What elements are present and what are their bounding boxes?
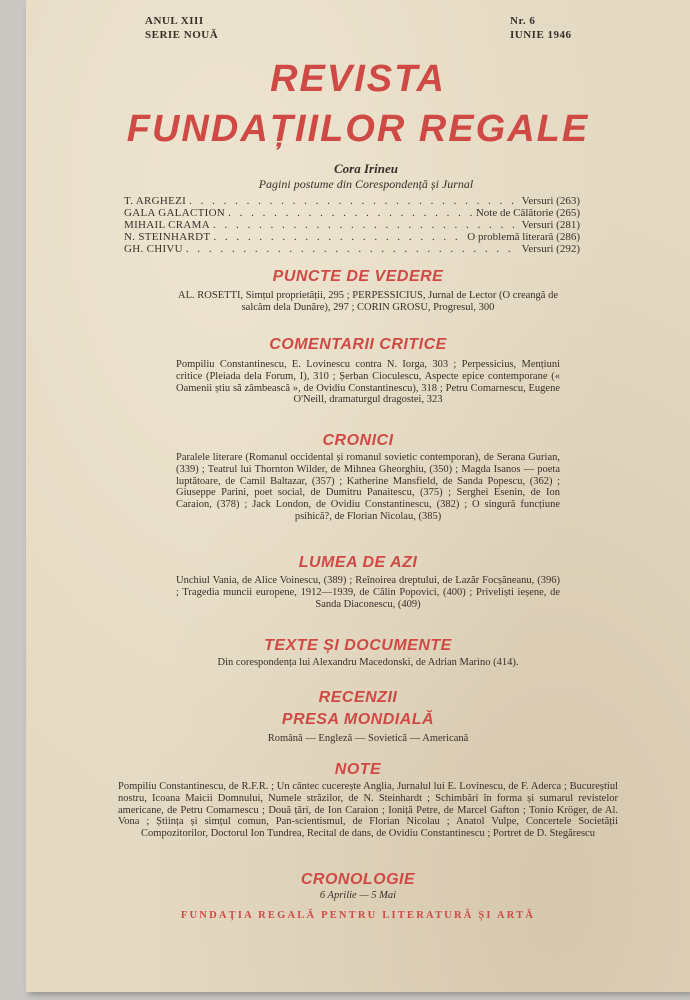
toc-author: GH. CHIVU	[124, 243, 183, 255]
cronologie-dates: 6 Aprilie — 5 Mai	[319, 890, 397, 901]
series-label: SERIE NOUĂ	[145, 29, 219, 41]
section-heading-texte-si-documente: TEXTE ȘI DOCUMENTE	[264, 637, 452, 654]
toc-author: N. STEINHARDT	[124, 231, 211, 243]
toc-leader-dots	[189, 195, 519, 207]
section-heading-note: NOTE	[334, 761, 382, 778]
toc-title: Versuri (292)	[521, 243, 580, 255]
toc-title: O problemă literară (286)	[467, 231, 580, 243]
toc-title: Versuri (263)	[521, 195, 580, 207]
volume-year: ANUL XIII	[145, 15, 204, 27]
magazine-title-line2: FUNDAȚIILOR REGALE	[126, 108, 590, 150]
toc-author: T. ARGHEZI	[124, 195, 187, 207]
section-body-texte-si-documente: Din corespondența lui Alexandru Macedonski, de Adrian Marino (414).	[217, 657, 519, 668]
section-heading-recenzii: RECENZII	[318, 689, 398, 706]
table-of-contents	[124, 195, 580, 255]
issue-number: Nr. 6	[510, 15, 536, 27]
section-heading-cronici: CRONICI	[322, 432, 394, 449]
section-body-note: Pompiliu Constantinescu, de R.F.R. ; Un cântec cucerește Anglia, Jurnalul lui E. Lovinescu, de F. Aderca ; Bucureștiul nostru, Icoana Maicii Domnului, Numele străzilor, de N. Steinhardt ; Schimbări în forma și sumarul revistelor americane, de Petru Comarnescu ; Două țări, de Ion Caraion ; Ioniță Petre, de Marcel Gafton ; Tonio Kröger, de Al. Vona ; Știința și simțul comun, Pan-scientismul, de Florian Nicolau ; Anatol Vulpe, Concertele Societății Compozitorilor, Doctorul Ion Tundrea, Recital de dans, de Ovidiu Constantinescu ; Portret de D. Stegărescu	[118, 781, 618, 840]
toc-leader-dots	[213, 231, 464, 243]
section-body-cronici: Paralele literare (Romanul occidental și romanul sovietic contemporan), de Serana Gurian, (339) ; Teatrul lui Thornton Wilder, de Mihnea Gheorghiu, (350) ; Magda Isanos — poeta luptătoare, de Camil Baltazar, (357) ; Katherine Mansfield, de Sanda Popescu, (362) ; Giuseppe Parini, poet social, de Dumitru Panaitescu, (375) ; Serghei Esenin, de Ion Caraion, (378) ; Jack London, de Ovidiu Constantinescu, (382) ; O singură funcțiune psihică?, de Florian Nicolau, (385)	[176, 452, 560, 522]
toc-title: Versuri (281)	[521, 219, 580, 231]
volume-info	[145, 14, 218, 42]
issue-date: IUNIE 1946	[510, 29, 572, 41]
lead-article-author: Cora Irineu	[334, 161, 398, 176]
section-heading-cronologie: CRONOLOGIE	[300, 871, 416, 888]
magazine-cover	[26, 0, 690, 992]
section-heading-comentarii-critice: COMENTARII CRITICE	[269, 336, 447, 353]
issue-info	[510, 14, 572, 42]
toc-entry	[124, 243, 580, 255]
section-heading-puncte-de-vedere: PUNCTE DE VEDERE	[272, 268, 444, 285]
toc-entry	[124, 195, 580, 207]
toc-leader-dots	[186, 243, 519, 255]
section-body-comentarii-critice: Pompiliu Constantinescu, E. Lovinescu contra N. Iorga, 303 ; Perpessicius, Mențiuni critice (Pleiada dela Forum, I), 310 ; Șerban Cioculescu, Aspecte epice contemporane (« Oamenii știu să zâmbească », de Ovidiu Constantinescu), 318 ; Petru Comarnescu, Eugene O'Neill, dramaturgul dragostei, 323	[176, 359, 560, 406]
section-body-lumea-de-azi: Unchiul Vania, de Alice Voinescu, (389) ; Reînoirea dreptului, de Lazăr Focșăneanu, (396) ; Tragedia muncii europene, 1912—1939, de Călin Popovici, (400) ; Priveliști ieșene, de Sanda Diaconescu, (409)	[176, 575, 560, 610]
section-heading-lumea-de-azi: LUMEA DE AZI	[298, 554, 418, 571]
section-body-puncte-de-vedere: AL. ROSETTI, Simțul proprietății, 295 ; PERPESSICIUS, Jurnal de Lector (O creangă de salcâm dela Dunăre), 297 ; CORIN GROSU, Progresul, 300	[178, 290, 558, 313]
toc-author: GALA GALACTION	[124, 207, 226, 219]
section-heading-presa-mondiala: PRESA MONDIALĂ	[281, 711, 435, 728]
section-body-presa-mondiala: Română — Engleză — Sovietică — Americană	[267, 733, 469, 744]
toc-leader-dots	[213, 219, 519, 231]
toc-leader-dots	[228, 207, 473, 219]
toc-entry	[124, 219, 580, 231]
toc-author: MIHAIL CRAMA	[124, 219, 210, 231]
toc-entry	[124, 231, 580, 243]
lead-article-subtitle: Pagini postume din Corespondență și Jurnal	[258, 177, 474, 191]
toc-entry	[124, 207, 580, 219]
publisher-footer: FUNDAȚIA REGALĂ PENTRU LITERATURĂ ȘI ARTĂ	[180, 910, 536, 921]
magazine-title-line1: REVISTA	[270, 58, 446, 100]
toc-title: Note de Călătorie (265)	[475, 207, 580, 219]
